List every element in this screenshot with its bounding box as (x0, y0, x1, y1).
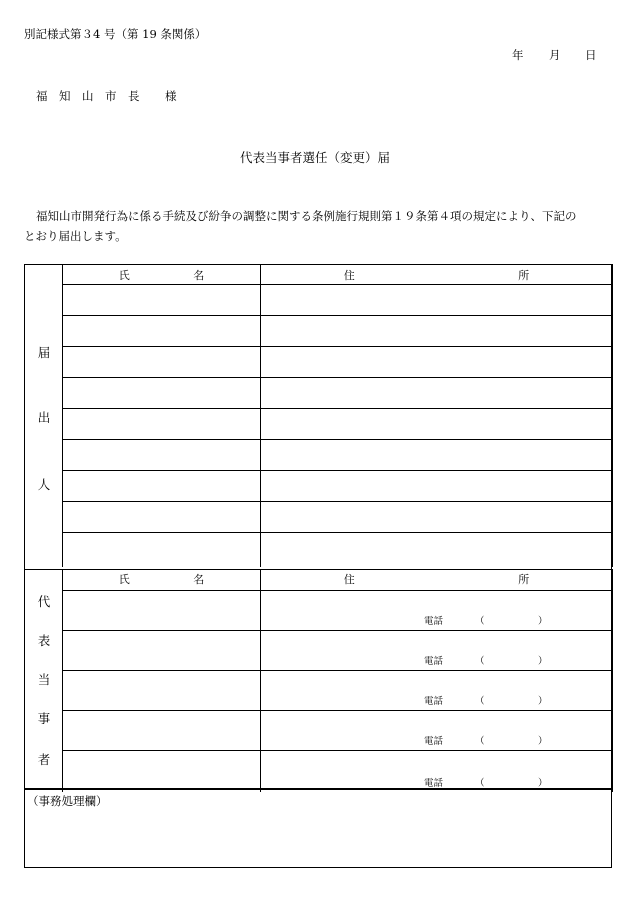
name-header-char-1: 氏 (118, 268, 130, 282)
rep-address-cell-1[interactable] (261, 590, 613, 630)
applicant-address-cell-8[interactable] (261, 502, 613, 533)
table-row (63, 502, 613, 533)
representative-label-char-4: 事 (37, 711, 51, 726)
office-use-label: （事務処理欄） (27, 794, 108, 808)
phone-label: 電話 (424, 777, 444, 789)
phone-label: 電話 (424, 615, 444, 627)
representative-label-char-2: 表 (37, 633, 51, 648)
date-year-label: 年 (512, 48, 524, 62)
address-column-header (261, 265, 613, 285)
date-month-label: 月 (549, 48, 561, 62)
phone-paren-open: （ (475, 655, 485, 667)
phone-label: 電話 (424, 695, 444, 707)
rep-name-header-char-1: 氏 (118, 573, 130, 587)
table-row (63, 710, 613, 750)
rep-name-cell-2[interactable] (63, 630, 261, 670)
rep-name-header-char-2: 名 (193, 573, 205, 587)
applicant-label-char-2: 出 (37, 410, 51, 425)
addressee-name: 福 知 山 市 長 (36, 89, 140, 103)
applicant-name-cell-2[interactable] (63, 316, 261, 347)
phone-paren-close: ） (538, 615, 548, 627)
applicant-address-cell-7[interactable] (261, 471, 613, 502)
representative-label-char-3: 当 (37, 672, 51, 687)
name-header-char-2: 名 (193, 268, 205, 282)
applicant-address-cell-5[interactable] (261, 409, 613, 440)
table-row (63, 440, 613, 471)
phone-paren-close: ） (538, 777, 548, 789)
rep-name-cell-5[interactable] (63, 750, 261, 792)
applicant-name-cell-9[interactable] (63, 533, 261, 567)
table-row (63, 670, 613, 710)
representative-label-char-1: 代 (37, 594, 51, 609)
phone-paren-open: （ (475, 777, 485, 789)
applicant-label-char-3: 人 (37, 477, 51, 492)
applicant-address-cell-2[interactable] (261, 316, 613, 347)
address-header-char-2: 所 (518, 268, 530, 282)
phone-paren-open: （ (475, 735, 485, 747)
rep-name-cell-1[interactable] (63, 590, 261, 630)
page-title: 代表当事者選任（変更）届 (240, 150, 391, 165)
table-row (63, 347, 613, 378)
applicant-name-cell-3[interactable] (63, 347, 261, 378)
date-day-label: 日 (585, 48, 597, 62)
phone-paren-close: ） (538, 735, 548, 747)
table-row (63, 378, 613, 409)
phone-paren-close: ） (538, 655, 548, 667)
phone-paren-close: ） (538, 695, 548, 707)
rep-address-cell-4[interactable] (261, 710, 613, 750)
representative-label-char-5: 者 (37, 752, 51, 767)
body-text-line2: とおり届出します。 (24, 229, 127, 243)
table-row (63, 630, 613, 670)
rep-address-column-header (261, 569, 613, 590)
applicant-address-cell-6[interactable] (261, 440, 613, 471)
representative-header-row (63, 569, 613, 590)
applicant-name-cell-7[interactable] (63, 471, 261, 502)
name-column-header (63, 265, 261, 285)
applicant-label-char-1: 届 (37, 345, 51, 360)
table-row (63, 533, 613, 567)
applicant-address-cell-1[interactable] (261, 285, 613, 316)
office-use-box[interactable] (24, 788, 612, 868)
rep-name-cell-3[interactable] (63, 670, 261, 710)
addressee-honorific: 様 (165, 89, 177, 103)
rep-address-header-char-2: 所 (518, 573, 530, 587)
rep-address-cell-5[interactable] (261, 750, 613, 792)
table-row (63, 471, 613, 502)
body-text-line1: 福知山市開発行為に係る手続及び紛争の調整に関する条例施行規則第１９条第４項の規定により、下記の (36, 209, 577, 223)
applicant-address-cell-9[interactable] (261, 533, 613, 567)
rep-address-cell-3[interactable] (261, 670, 613, 710)
applicant-name-cell-1[interactable] (63, 285, 261, 316)
rep-name-column-header (63, 569, 261, 590)
applicant-name-cell-4[interactable] (63, 378, 261, 409)
table-row (63, 316, 613, 347)
phone-label: 電話 (424, 735, 444, 747)
table-row (63, 409, 613, 440)
applicant-name-cell-6[interactable] (63, 440, 261, 471)
rep-name-cell-4[interactable] (63, 710, 261, 750)
representative-section (24, 569, 612, 790)
applicant-table (62, 264, 613, 567)
table-row (63, 750, 613, 792)
rep-address-cell-2[interactable] (261, 630, 613, 670)
applicant-name-cell-5[interactable] (63, 409, 261, 440)
table-row (63, 590, 613, 630)
phone-label: 電話 (424, 655, 444, 667)
applicant-address-cell-4[interactable] (261, 378, 613, 409)
phone-paren-open: （ (475, 615, 485, 627)
representative-table (62, 569, 613, 792)
phone-paren-open: （ (475, 695, 485, 707)
address-header-char-1: 住 (343, 268, 355, 282)
form-number: 別記様式第３4 号（第 19 条関係） (24, 27, 207, 41)
rep-address-header-char-1: 住 (343, 573, 355, 587)
table-row (63, 285, 613, 316)
applicant-address-cell-3[interactable] (261, 347, 613, 378)
applicant-name-cell-8[interactable] (63, 502, 261, 533)
applicant-section (24, 264, 612, 570)
applicant-header-row (63, 265, 613, 285)
